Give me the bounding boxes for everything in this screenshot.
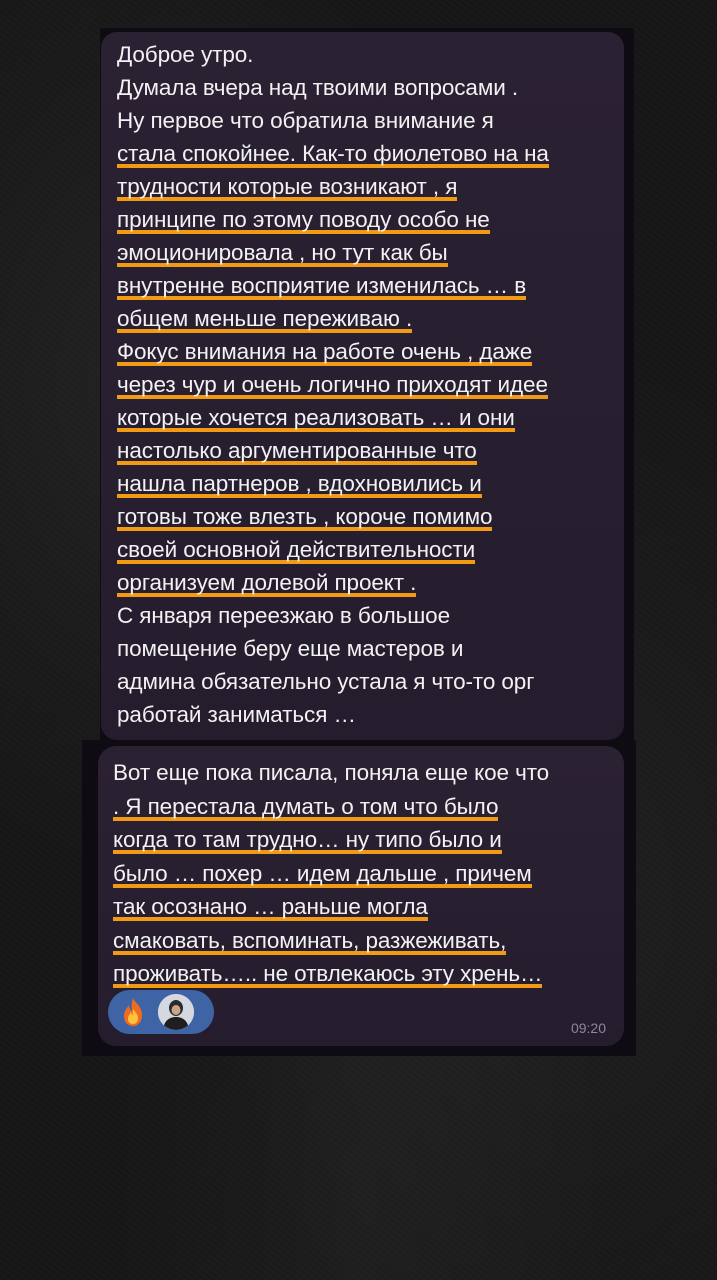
highlighted-text: организуем долевой проект .	[117, 570, 417, 595]
highlighted-text: нашла партнеров , вдохновились и	[117, 471, 482, 496]
message-line	[117, 335, 614, 368]
highlighted-text: трудности которые возникают , я	[117, 174, 458, 199]
message-line	[117, 599, 614, 632]
message-line	[117, 632, 614, 665]
highlighted-text: проживать….. не отвлекаюсь эту хрень…	[113, 961, 543, 986]
message-line	[117, 71, 614, 104]
message-line-text: помещение беру еще мастеров и	[117, 636, 464, 661]
message-line	[117, 170, 614, 203]
message-line	[117, 665, 614, 698]
reaction-user-avatar	[158, 994, 194, 1030]
message-line	[117, 269, 614, 302]
message-line-text: Думала вчера над твоими вопросами .	[117, 75, 518, 100]
message-line	[113, 790, 614, 824]
message-bubble-1[interactable]	[101, 32, 624, 740]
highlighted-text: когда то там трудно… ну типо было и	[113, 827, 502, 852]
message-line	[113, 823, 614, 857]
message-line	[117, 500, 614, 533]
highlighted-text: стала спокойнее. Как-то фиолетово на на	[117, 141, 549, 166]
message-bubble-2[interactable]	[98, 746, 624, 1046]
message-line-text: Вот еще пока писала, поняла еще кое что	[113, 760, 550, 785]
message-line	[117, 302, 614, 335]
message-line-text: админа обязательно устала я что-то орг	[117, 669, 535, 694]
highlighted-text: готовы тоже влезть , короче помимо	[117, 504, 493, 529]
message-line	[117, 533, 614, 566]
message-line	[117, 236, 614, 269]
message-line-text: работай заниматься …	[117, 702, 356, 727]
highlighted-text: своей основной действительности	[117, 537, 476, 562]
fire-icon	[120, 997, 146, 1027]
message-line	[113, 857, 614, 891]
message-line	[117, 467, 614, 500]
message-line	[117, 203, 614, 236]
highlighted-text: общем меньше переживаю .	[117, 306, 413, 331]
highlighted-text: через чур и очень логично приходят идее	[117, 372, 548, 397]
message-line	[117, 104, 614, 137]
highlighted-text: так осознано … раньше могла	[113, 894, 428, 919]
message-timestamp: 09:20	[570, 1020, 606, 1036]
message-line	[117, 401, 614, 434]
highlighted-text: внутренне восприятие изменилась … в	[117, 273, 527, 298]
highlighted-text: . Я перестала думать о том что было	[113, 793, 499, 819]
message-line	[117, 137, 614, 170]
message-line	[113, 756, 614, 790]
message-text	[113, 756, 614, 991]
message-line	[113, 924, 614, 958]
highlighted-text: смаковать, вспоминать, разжеживать,	[113, 927, 507, 953]
reactions-pill[interactable]	[108, 990, 214, 1034]
highlighted-text: было … похер … идем дальше , причем	[113, 860, 532, 886]
highlighted-text: которые хочется реализовать … и они	[117, 405, 515, 430]
message-line	[117, 368, 614, 401]
message-line	[113, 957, 614, 991]
message-line	[113, 890, 614, 924]
message-line-text: Доброе утро.	[117, 42, 254, 67]
highlighted-text: принципе по этому поводу особо не	[117, 207, 490, 232]
highlighted-text: Фокус внимания на работе очень , даже	[117, 339, 533, 364]
message-text	[117, 38, 614, 731]
message-line-text: Ну первое что обратила внимание я	[117, 108, 494, 133]
message-line	[117, 698, 614, 731]
message-line	[117, 434, 614, 467]
highlighted-text: настолько аргументированные что	[117, 438, 477, 463]
highlighted-text: эмоционировала , но тут как бы	[117, 240, 448, 265]
message-line-text: С января переезжаю в большое	[117, 603, 451, 628]
message-line	[117, 566, 614, 599]
message-line	[117, 38, 614, 71]
